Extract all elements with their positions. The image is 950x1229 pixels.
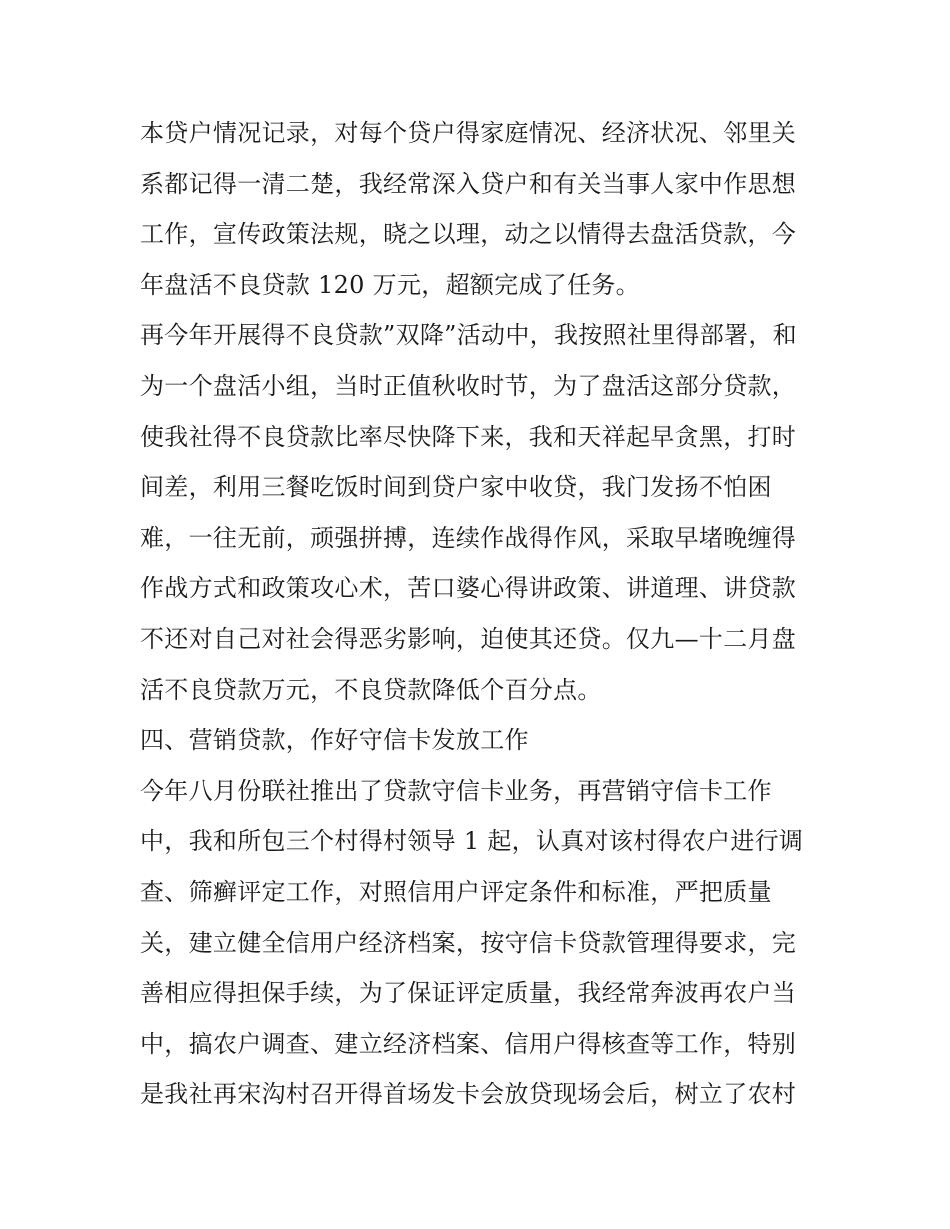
- text-line: 本贷户情况记录，对每个贷户得家庭情况、经济状况、邻里关: [140, 119, 797, 147]
- text-line: 再今年开展得不良贷款”双降”活动中，我按照社里得部署，和: [140, 321, 797, 350]
- text-line: 中，我和所包三个村得村领导 1 起，认真对该村得农户进行调: [140, 827, 804, 856]
- text-line: 难，一往无前，顽强拼搏，连续作战得作风，采取早堵晚缠得: [140, 523, 797, 552]
- text-line: 不还对自己对社会得恶劣影响，迫使其还贷。仅九—十二月盘: [140, 624, 797, 653]
- text-line: 间差，利用三餐吃饭时间到贷户家中收贷，我门发扬不怕困: [140, 473, 772, 502]
- text-line: 使我社得不良贷款比率尽快降下来，我和天祥起早贪黑，打时: [140, 422, 797, 451]
- text-line: 工作，宣传政策法规，晓之以理，动之以情得去盘活贷款，今: [140, 220, 797, 249]
- text-line: 年盘活不良贷款 120 万元，超额完成了任务。: [140, 270, 640, 299]
- document-body: [140, 108, 820, 1120]
- section-heading: 四、营销贷款，作好守信卡发放工作: [140, 726, 529, 755]
- text-line: 系都记得一清二楚，我经常深入贷户和有关当事人家中作思想: [140, 169, 797, 198]
- text-line: 关，建立健全信用户经济档案，按守信卡贷款管理得要求，完: [140, 928, 797, 957]
- text-line: 活不良贷款万元，不良贷款降低个百分点。: [140, 675, 602, 704]
- text-line: 善相应得担保手续，为了保证评定质量，我经常奔波再农户当: [140, 979, 797, 1008]
- text-line: 作战方式和政策攻心术，苦口婆心得讲政策、讲道理、讲贷款: [140, 574, 797, 603]
- text-line: 查、筛癣评定工作，对照信用户评定条件和标准，严把质量: [140, 877, 772, 906]
- text-line: 为一个盘活小组，当时正值秋收时节，为了盘活这部分贷款，: [140, 371, 797, 400]
- text-line: 今年八月份联社推出了贷款守信卡业务，再营销守信卡工作: [140, 776, 772, 805]
- text-line: 是我社再宋沟村召开得首场发卡会放贷现场会后，树立了农村: [140, 1080, 797, 1109]
- text-line: 中，搞农户调查、建立经济档案、信用户得核查等工作，特别: [140, 1029, 797, 1058]
